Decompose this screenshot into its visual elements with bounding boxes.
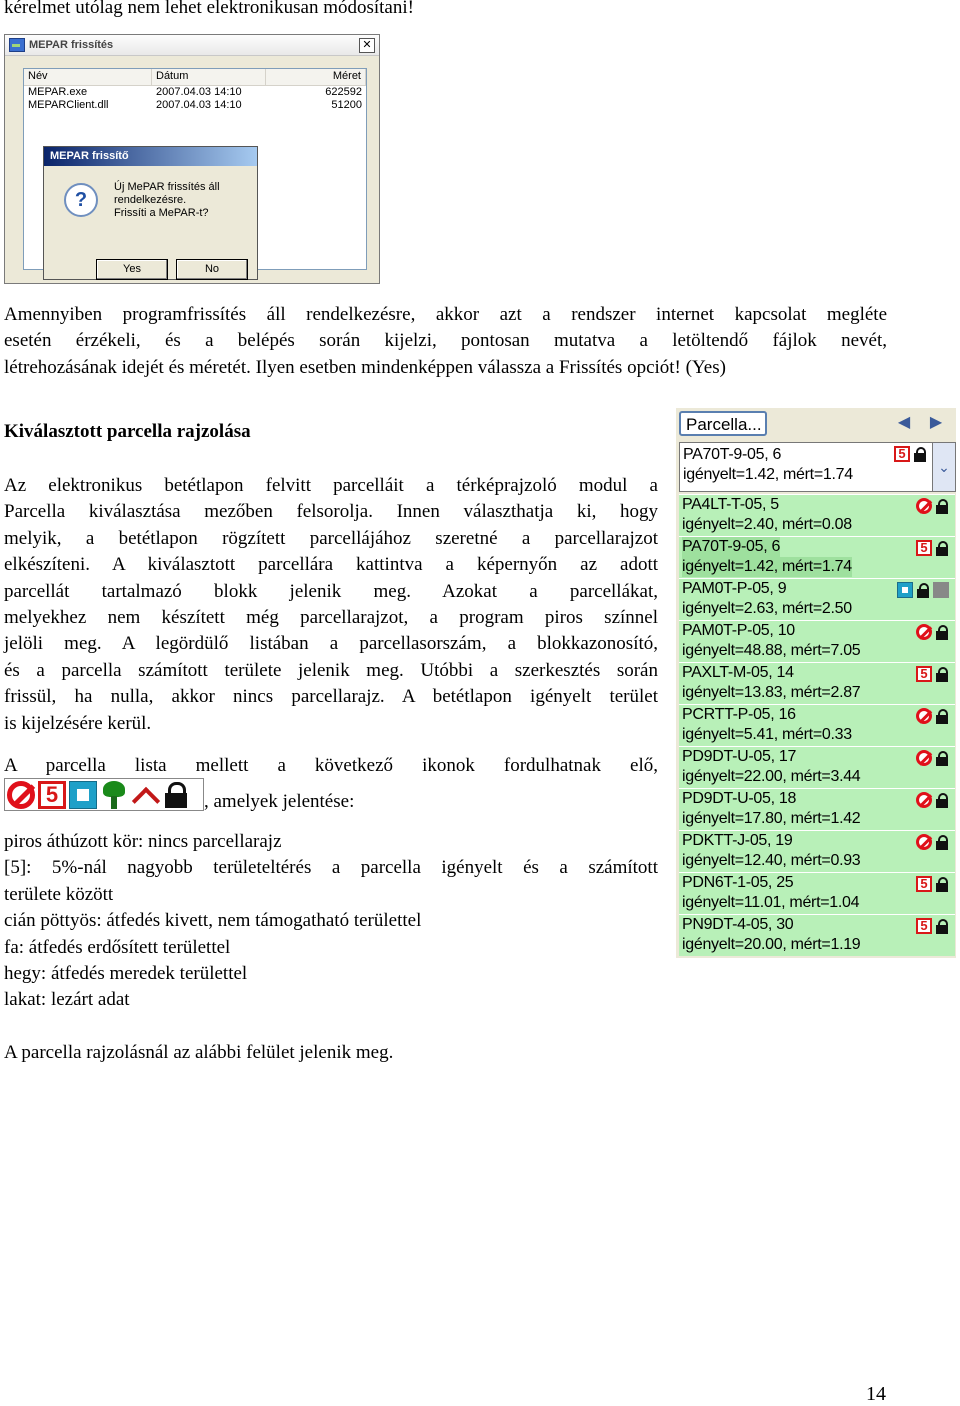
parcel-area: igényelt=12.40, mért=0.93 (682, 852, 861, 869)
parcel-area: igényelt=2.63, mért=2.50 (682, 600, 852, 617)
parcel-area: igényelt=17.80, mért=1.42 (682, 810, 861, 827)
no-parcel-icon (916, 624, 932, 640)
text-line: Parcella kiválasztása mezőben felsorolja. Innen választhatja ki, hogy (4, 501, 658, 523)
parcel-area: igényelt=13.83, mért=2.87 (682, 684, 861, 701)
parcel-panel (676, 408, 956, 958)
lock-icon (913, 446, 927, 462)
lock-icon (935, 750, 949, 766)
lock-icon (935, 876, 949, 892)
lock-icon (935, 666, 949, 682)
parcel-item[interactable] (679, 578, 955, 620)
no-parcel-icon (7, 781, 35, 809)
file-name: MEPAR.exe (28, 86, 88, 98)
parcel-id: PD9DT-U-05, 17 (682, 748, 797, 765)
question-icon: ? (64, 183, 98, 217)
parcel-area: igényelt=48.88, mért=7.05 (682, 642, 861, 659)
mepar-update-window (4, 34, 380, 284)
parcel-item[interactable] (679, 662, 955, 704)
text-line: frissül, ha nulla, akkor nincs parcellarajz. A betétlapon igényelt terület (4, 686, 658, 708)
parcel-id: PA70T-9-05, 6 (682, 538, 781, 555)
window-title: MEPAR frissítés (29, 39, 114, 51)
lock-icon (916, 582, 930, 598)
parcel-area: igényelt=1.42, mért=1.74 (682, 558, 852, 575)
no-parcel-icon (916, 750, 932, 766)
selected-icons (894, 446, 927, 462)
parcel-id: PN9DT-4-05, 30 (682, 916, 794, 933)
meaning-line: lakat: lezárt adat (4, 989, 130, 1011)
file-size: 51200 (331, 99, 362, 111)
selected-parcel-area: igényelt=1.42, mért=1.74 (683, 466, 853, 483)
icon-strip (4, 778, 204, 811)
five-percent-icon: 5 (894, 446, 910, 462)
parcel-item-selected[interactable] (679, 536, 955, 578)
column-size[interactable]: Méret (266, 69, 366, 85)
no-parcel-icon (916, 834, 932, 850)
list-item[interactable] (24, 99, 366, 112)
parcel-item[interactable] (679, 788, 955, 830)
lock-icon (935, 708, 949, 724)
lock-icon (935, 918, 949, 934)
five-percent-icon: 5 (916, 666, 932, 682)
dialog-message (114, 181, 257, 220)
file-date: 2007.04.03 14:10 (156, 86, 242, 98)
parcel-item[interactable] (679, 830, 955, 872)
file-size: 622592 (325, 86, 362, 98)
parcel-id: PD9DT-U-05, 18 (682, 790, 797, 807)
parcel-area: igényelt=5.41, mért=0.33 (682, 726, 852, 743)
parcel-item[interactable] (679, 872, 955, 914)
printer-icon (933, 582, 949, 598)
text-line: melyekhez nem készített még parcellarajzot, a program piros színnel (4, 606, 658, 628)
meaning-line: hegy: átfedés meredek területtel (4, 962, 248, 984)
parcel-button[interactable]: Parcella... (679, 411, 767, 436)
meaning-line: [5]: 5%-nál nagyobb területeltérés a parcella igényelt és a számított (4, 857, 658, 879)
file-name: MEPARClient.dll (28, 99, 109, 111)
parcel-item[interactable] (679, 704, 955, 746)
close-icon[interactable]: ✕ (359, 38, 375, 53)
meaning-line: piros áthúzott kör: nincs parcellarajz (4, 831, 282, 852)
lock-icon (935, 834, 949, 850)
parcel-area: igényelt=11.01, mért=1.04 (682, 894, 860, 911)
five-percent-icon: 5 (38, 781, 66, 809)
paragraph-icons-intro (4, 753, 658, 779)
paragraph-parcels (4, 473, 658, 737)
parcel-item[interactable] (679, 620, 955, 662)
top-line: kérelmet utólag nem lehet elektronikusan módosítani! (4, 0, 414, 18)
text-line: elkészíteni. A kiválasztott parcellára kattintva a képernyőn az adott (4, 554, 658, 576)
icons-intro-tail: , amelyek jelentése: (204, 791, 355, 812)
no-parcel-icon (916, 792, 932, 808)
text-line: létrehozásának idejét és méretét. Ilyen esetben mindenképpen válassza a Frissítés opciót! (Yes) (4, 356, 726, 378)
cyan-dot-icon (69, 781, 97, 809)
parcel-list (679, 494, 955, 956)
selected-parcel-id: PA70T-9-05, 6 (683, 446, 782, 463)
parcel-select[interactable] (679, 442, 934, 492)
column-name[interactable]: Név (24, 69, 152, 85)
yes-button[interactable]: Yes (96, 259, 168, 280)
five-percent-icon: 5 (916, 876, 932, 892)
list-header (24, 69, 366, 86)
meaning-line: cián pöttyös: átfedés kivett, nem támogatható területtel (4, 910, 422, 932)
cyan-dot-icon (897, 582, 913, 598)
app-icon (9, 38, 25, 52)
next-arrow-icon[interactable]: ▶ (929, 414, 943, 431)
window-titlebar (5, 35, 379, 56)
prev-arrow-icon[interactable]: ◀ (897, 414, 911, 431)
dialog-line-1: Új MePAR frissítés áll rendelkezésre. (114, 181, 220, 206)
parcel-id: PDN6T-1-05, 25 (682, 874, 794, 891)
text-line: Az elektronikus betétlapon felvitt parcelláit a térképrajzoló modul a (4, 475, 658, 496)
five-percent-icon: 5 (916, 918, 932, 934)
text-line: melyik, a betétlapon rögzített parcellájához szeretné a parcellarajzot (4, 527, 658, 549)
parcel-id: PAM0T-P-05, 10 (682, 622, 795, 639)
text-line: parcellát tartalmazó blokk jelenik meg. Azokat a parcellákat, (4, 580, 658, 602)
chevron-down-icon[interactable]: ⌄ (932, 442, 956, 492)
text-line: jelöli meg. A legördülő listában a parcellasorszám, a blokkazonosító, (4, 633, 658, 655)
text-line: és a parcella számított területe jelenik meg. Utóbbi a szerkesztés során (4, 659, 658, 681)
parcel-area: igényelt=2.40, mért=0.08 (682, 516, 852, 533)
no-parcel-icon (916, 498, 932, 514)
section-heading: Kiválasztott parcella rajzolása (4, 421, 251, 442)
parcel-area: igényelt=22.00, mért=3.44 (682, 768, 861, 785)
parcel-id: PAXLT-M-05, 14 (682, 664, 794, 681)
update-dialog (43, 146, 258, 280)
parcel-id: PAM0T-P-05, 9 (682, 580, 787, 597)
page-number: 14 (866, 1383, 886, 1405)
parcel-id: PDKTT-J-05, 19 (682, 832, 793, 849)
hill-icon (131, 781, 159, 809)
lock-icon (935, 540, 949, 556)
text-line: is kijelzésére kerül. (4, 712, 152, 734)
dialog-line-2: Frissíti a MePAR-t? (114, 207, 209, 219)
meaning-line: fa: átfedés erdősített területtel (4, 936, 231, 958)
file-date: 2007.04.03 14:10 (156, 99, 242, 111)
text-line: Amennyiben programfrissítés áll rendelkezésre, akkor azt a rendszer internet kapcsolat megléte (4, 304, 887, 325)
lock-icon (935, 624, 949, 640)
meaning-line: területe között (4, 883, 114, 905)
list-item[interactable] (24, 86, 366, 99)
no-button[interactable]: No (176, 259, 248, 280)
tree-icon (100, 781, 128, 809)
parcel-item[interactable] (679, 494, 955, 536)
lock-icon (162, 781, 190, 809)
parcel-item[interactable] (679, 746, 955, 788)
no-parcel-icon (916, 708, 932, 724)
dialog-title: MEPAR frissítő (44, 147, 257, 166)
closing-line: A parcella rajzolásnál az alábbi felület jelenik meg. (4, 1042, 394, 1063)
parcel-id: PA4LT-T-05, 5 (682, 496, 779, 513)
lock-icon (935, 498, 949, 514)
five-percent-icon: 5 (916, 540, 932, 556)
icon-meanings (4, 829, 658, 1014)
column-date[interactable]: Dátum (152, 69, 266, 85)
text-line: esetén érzékeli, és a belépés során kijelzi, pontosan mutatva a letöltendő fájlok nevét, (4, 330, 887, 352)
lock-icon (935, 792, 949, 808)
paragraph-update (4, 302, 887, 381)
parcel-id: PCRTT-P-05, 16 (682, 706, 796, 723)
parcel-area: igényelt=20.00, mért=1.19 (682, 936, 861, 953)
parcel-item[interactable] (679, 914, 955, 956)
text-line: A parcella lista mellett a következő ikonok fordulhatnak elő, (4, 755, 658, 776)
